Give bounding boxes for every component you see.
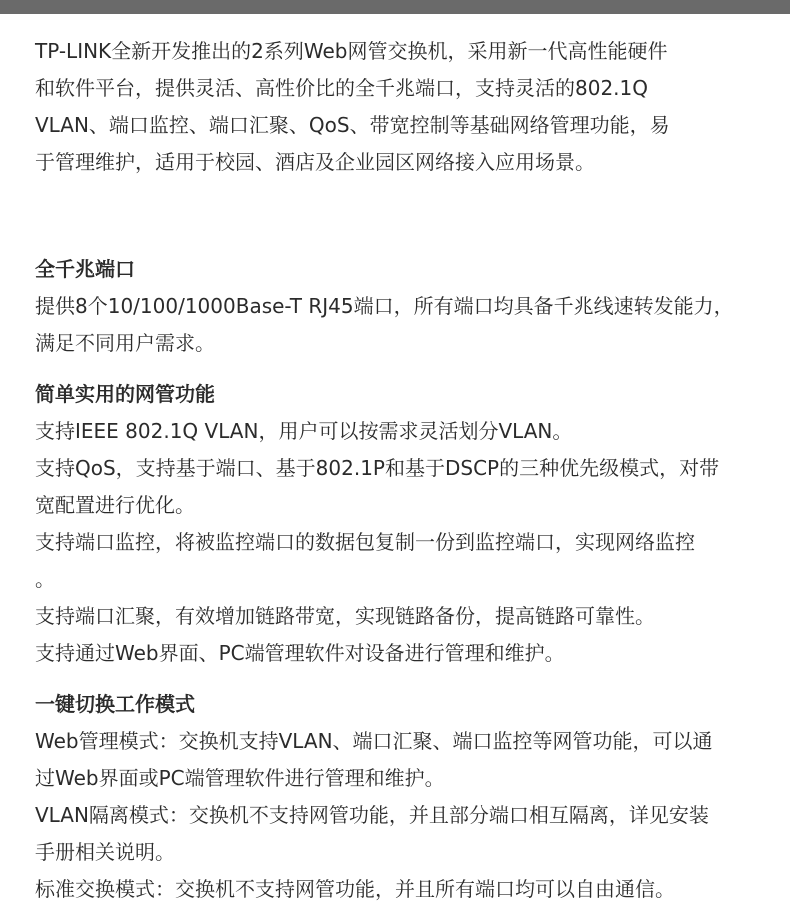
intro-paragraph [35,33,765,181]
intro-line: TP-LINK全新开发推出的2系列Web网管交换机，采用新一代高性能硬件 [35,39,668,63]
section-gigabit-ports [35,251,765,362]
product-description [35,33,765,908]
section-mode-switch [35,686,765,908]
section-line: 支持通过Web界面、PC端管理软件对设备进行管理和维护。 [35,641,565,665]
section-line: 支持IEEE 802.1Q VLAN，用户可以按需求灵活划分VLAN。 [35,419,573,443]
section-line: 标准交换模式：交换机不支持网管功能，并且所有端口均可以自由通信。 [35,877,675,901]
section-line: 提供8个10/100/1000Base-T RJ45端口，所有端口均具备千兆线速转发能力， [35,294,734,318]
intro-line: 于管理维护，适用于校园、酒店及企业园区网络接入应用场景。 [35,150,595,174]
section-line: 宽配置进行优化。 [35,493,195,517]
section-title: 一键切换工作模式 [35,692,195,716]
intro-line: 和软件平台，提供灵活、高性价比的全千兆端口，支持灵活的802.1Q [35,76,648,100]
section-title: 全千兆端口 [35,257,135,281]
section-line: 手册相关说明。 [35,840,175,864]
section-line: 支持端口汇聚，有效增加链路带宽，实现链路备份，提高链路可靠性。 [35,604,655,628]
section-line: Web管理模式：交换机支持VLAN、端口汇聚、端口监控等网管功能，可以通 [35,729,713,753]
section-line: VLAN隔离模式：交换机不支持网管功能，并且部分端口相互隔离，详见安装 [35,803,709,827]
section-line: 满足不同用户需求。 [35,331,215,355]
section-title: 简单实用的网管功能 [35,382,215,406]
top-bar [0,0,790,14]
section-line: 支持QoS，支持基于端口、基于802.1P和基于DSCP的三种优先级模式，对带 [35,456,720,480]
section-line: 支持端口监控，将被监控端口的数据包复制一份到监控端口，实现网络监控 [35,530,695,554]
section-line: 。 [35,567,55,591]
intro-line: VLAN、端口监控、端口汇聚、QoS、带宽控制等基础网络管理功能，易 [35,113,670,137]
section-management-features [35,376,765,672]
section-line: 过Web界面或PC端管理软件进行管理和维护。 [35,766,445,790]
